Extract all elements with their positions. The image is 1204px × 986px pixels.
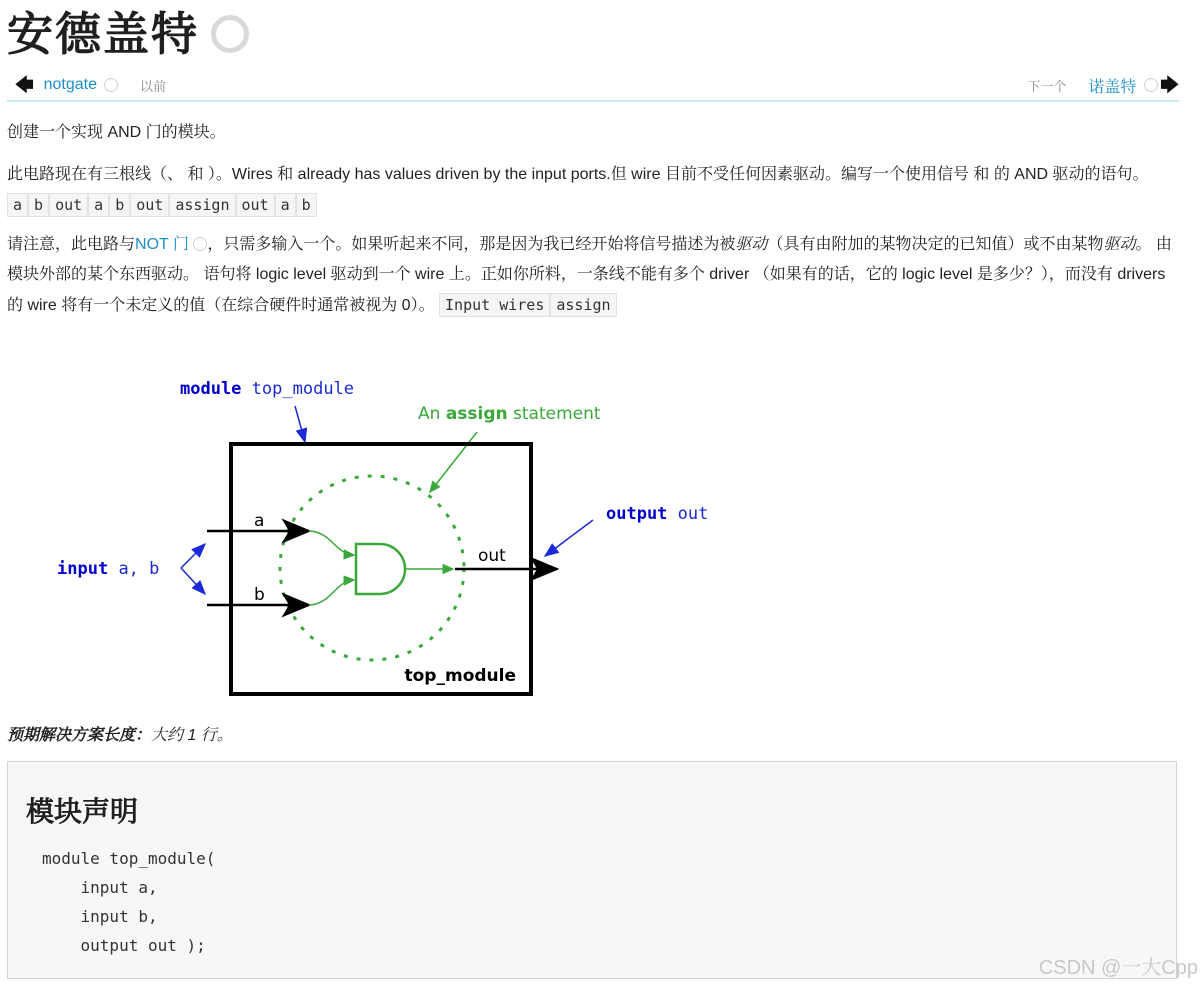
output-keyword: output [606, 504, 668, 524]
not-gate-link[interactable]: NOT 门 [135, 236, 189, 253]
code-token: b [109, 193, 130, 217]
input-a-to-gate [309, 531, 354, 555]
and-gate-diagram [47, 364, 747, 704]
note-emphasis-2: 驱动 [1103, 236, 1136, 253]
prev-status-circle-icon [104, 78, 118, 92]
not-gate-status-circle-icon [193, 237, 207, 251]
expected-length-value: 大约 1 行。 [151, 727, 233, 744]
module-declaration-code: module top_module( input a, input b, output out ); [42, 849, 216, 955]
wire-out-label: out [478, 546, 506, 566]
input-names: a, b [118, 559, 160, 579]
note-paragraph [7, 230, 1175, 321]
assign-pre: An [418, 404, 441, 424]
title-row [7, 2, 249, 66]
status-circle-icon [211, 15, 249, 53]
input-b-to-gate [309, 580, 354, 605]
module-label [180, 379, 354, 399]
output-name: out [677, 504, 709, 524]
code-token: assign [169, 193, 235, 217]
code-token: out [130, 193, 169, 217]
note-text-3: （具有由附加的某物决定的已知值）或不由某物 [767, 236, 1104, 253]
note-text-1: 请注意，此电路与 [7, 236, 136, 253]
wires-code-group [7, 197, 317, 214]
note-emphasis-1: 驱动 [735, 236, 768, 253]
and-gate-icon [356, 544, 405, 594]
wire-b-label: b [254, 585, 265, 605]
code-token: a [7, 193, 28, 217]
prev-label: 以前 [140, 78, 167, 94]
input-label-arrow-b [181, 568, 205, 594]
code-token: out [49, 193, 88, 217]
wires-paragraph [7, 160, 1175, 221]
module-keyword: module [180, 379, 242, 399]
next-problem-link[interactable]: 诺盖特 [1088, 78, 1137, 96]
input-label [57, 559, 159, 579]
assign-dashed-circle [280, 476, 464, 660]
next-label: 下一个 [1027, 78, 1067, 94]
note-text-2: ，只需多输入一个。如果听起来不同，那是因为我已经开始将信号描述为被 [207, 236, 736, 253]
arrow-right-icon[interactable]: 🡆 [1160, 75, 1179, 95]
box-label: top_module [404, 666, 516, 686]
code-token: a [275, 193, 296, 217]
nav-prev [15, 72, 166, 98]
arrow-left-icon[interactable]: 🡄 [15, 75, 34, 95]
code-token: a [88, 193, 109, 217]
watermark: CSDN @一大Cpp [1038, 957, 1198, 979]
input-keyword: input [57, 559, 109, 579]
output-label-arrow [545, 520, 593, 556]
assign-label [418, 404, 601, 424]
module-name: top_module [251, 379, 355, 399]
expected-length [7, 722, 233, 745]
module-label-arrow [295, 406, 305, 442]
next-status-circle-icon [1144, 78, 1158, 92]
assign-post: statement [513, 404, 601, 424]
prev-problem-link[interactable]: notgate [43, 76, 97, 93]
problem-nav [7, 72, 1179, 102]
intro-paragraph: 创建一个实现 AND 门的模块。 [7, 124, 226, 141]
wire-a-label: a [254, 511, 265, 531]
code-token: b [296, 193, 317, 217]
module-declaration-heading: 模块声明 [26, 796, 139, 827]
code-token: b [28, 193, 49, 217]
output-label [606, 504, 708, 524]
input-label-arrow-a [181, 544, 205, 568]
assign-keyword: assign [445, 404, 508, 424]
nav-next [1027, 72, 1179, 98]
note-text-4: 。 由模块外部的某个东西驱动。 语句将 logic level 驱动到一个 wire 上。正如你所料，一条线不能有多个 driver （如果有的话，它的 logic level 是多少？），而没有 drivers 的 wire 将有一个未定义的值（在综合硬件时通常被视为 0）。 [7, 236, 1172, 314]
wires-paragraph-text: 此电路现在有三根线（、 和 ）。Wires 和 already has values driven by the input ports.但 wire 目前不受任何因素驱动。编写一个使用信号 和 的 AND 驱动的语句。 [7, 166, 1149, 183]
code-token: out [236, 193, 275, 217]
code-token: assign [550, 293, 616, 317]
code-token: Input wires [439, 293, 550, 317]
assign-label-arrow [430, 432, 477, 492]
expected-length-label: 预期解决方案长度： [7, 727, 152, 744]
page-title: 安德盖特 [7, 8, 199, 60]
module-declaration-box [7, 761, 1177, 979]
